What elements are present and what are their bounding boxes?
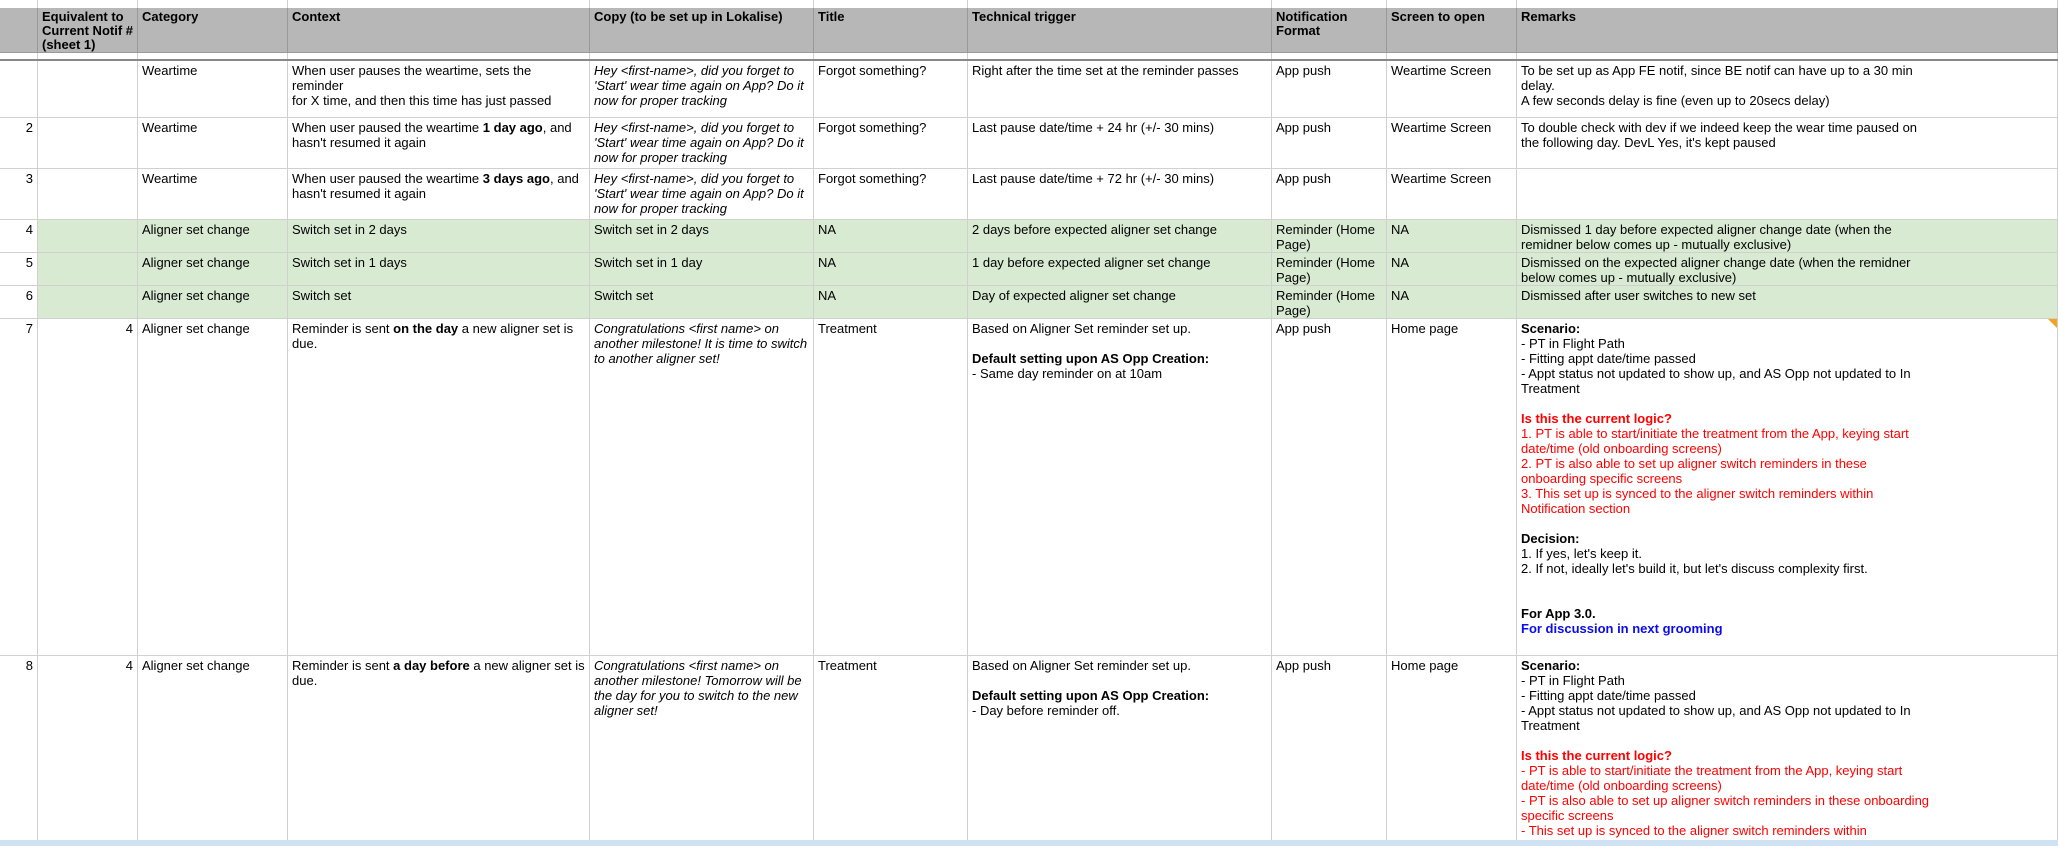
cell-remarks[interactable]: Dismissed after user switches to new set — [1517, 286, 2058, 319]
cell-text: Scenario: — [1521, 321, 1581, 336]
cell-text: 'Start' wear time again on App? Do it — [594, 186, 804, 201]
spacer-cell-context — [288, 53, 590, 59]
cell-copy[interactable]: Switch set — [590, 286, 814, 319]
cell-context[interactable]: Switch set in 2 days — [288, 220, 590, 253]
cell-context[interactable] — [288, 169, 590, 220]
cell-text: Page) — [1276, 237, 1311, 252]
cell-equiv[interactable]: 4 — [38, 319, 138, 656]
cell-text: now for proper tracking — [594, 93, 727, 108]
partial-cell-equiv — [38, 0, 138, 8]
cell-context[interactable] — [288, 118, 590, 169]
cell-text: specific screens — [1521, 808, 1614, 823]
cell-screen[interactable]: Home page — [1387, 319, 1517, 656]
cell-category[interactable]: Aligner set change — [138, 319, 288, 656]
row-number[interactable] — [0, 61, 38, 118]
cell-text: When user pauses the weartime, sets the reminder — [292, 63, 532, 93]
column-header-context[interactable]: Context — [288, 8, 590, 53]
cell-text: , and — [542, 120, 572, 135]
cell-format[interactable]: App push — [1272, 61, 1387, 118]
cell-text: - This set up is synced to the aligner switch reminders within — [1521, 823, 1867, 838]
column-header-category[interactable]: Category — [138, 8, 288, 53]
cell-text: 1. PT is able to start/initiate the treatment from the App, keying start — [1521, 426, 1909, 441]
row-number[interactable]: 7 — [0, 319, 38, 656]
cell-trigger[interactable] — [968, 656, 1272, 846]
cell-text: Treatment — [1521, 718, 1580, 733]
row-number[interactable]: 2 — [0, 118, 38, 169]
cell-equiv[interactable] — [38, 286, 138, 319]
spacer-cell-trigger — [968, 53, 1272, 59]
column-header-equiv[interactable]: Equivalent to Current Notif # (sheet 1) — [38, 8, 138, 53]
column-header-format[interactable]: Notification Format — [1272, 8, 1387, 53]
cell-category[interactable]: Aligner set change — [138, 286, 288, 319]
spacer-cell-equiv — [38, 53, 138, 59]
cell-text: 1. If yes, let's keep it. — [1521, 546, 1642, 561]
cell-text: - PT is also able to set up aligner switch reminders in these onboarding — [1521, 793, 1930, 808]
cell-text: To double check with dev if we indeed keep the wear time paused on — [1521, 120, 1918, 135]
cell-copy[interactable]: Switch set in 1 day — [590, 253, 814, 286]
cell-text: Reminder is sent — [292, 321, 394, 336]
cell-context[interactable] — [288, 656, 590, 846]
cell-trigger[interactable] — [968, 319, 1272, 656]
cell-copy[interactable] — [590, 118, 814, 169]
cell-remarks[interactable] — [1517, 319, 2058, 656]
cell-copy[interactable] — [590, 319, 814, 656]
cell-text: Is this the current logic? — [1521, 411, 1672, 426]
cell-format[interactable]: App push — [1272, 118, 1387, 169]
column-header-remarks[interactable]: Remarks — [1517, 8, 2058, 53]
partial-cell-title — [814, 0, 968, 8]
cell-text: the day for you to switch to the new — [594, 688, 798, 703]
cell-text: 1 day ago — [482, 120, 543, 135]
cell-text: Default setting upon AS Opp Creation: — [972, 351, 1210, 366]
frozen-row-divider — [0, 53, 2058, 61]
table-row — [0, 656, 2058, 846]
cell-text: Based on Aligner Set reminder set up. — [972, 321, 1191, 336]
partial-cell-copy — [590, 0, 814, 8]
cell-text: - Fitting appt date/time passed — [1521, 351, 1696, 366]
cell-text: hasn't resumed it again — [292, 186, 427, 201]
cell-screen[interactable]: NA — [1387, 253, 1517, 286]
cell-title[interactable]: Forgot something? — [814, 169, 968, 220]
partial-cell-category — [138, 0, 288, 8]
spacer-cell-format — [1272, 53, 1387, 59]
cell-copy[interactable] — [590, 61, 814, 118]
cell-copy[interactable]: Switch set in 2 days — [590, 220, 814, 253]
cell-text: a new aligner set is — [458, 321, 574, 336]
cell-text: When user paused the weartime — [292, 120, 483, 135]
cell-copy[interactable] — [590, 169, 814, 220]
spacer-cell-screen — [1387, 53, 1517, 59]
cell-text: 2. If not, ideally let's build it, but let's discuss complexity first. — [1521, 561, 1868, 576]
cell-trigger[interactable]: 2 days before expected aligner set change — [968, 220, 1272, 253]
cell-remarks[interactable] — [1517, 220, 2058, 253]
row-number[interactable]: 8 — [0, 656, 38, 846]
cell-text: , and — [549, 171, 579, 186]
cell-text: Treatment — [1521, 381, 1580, 396]
cell-text: below comes up - mutually exclusive) — [1521, 270, 1737, 285]
cell-text: - Fitting appt date/time passed — [1521, 688, 1696, 703]
row-number[interactable]: 5 — [0, 253, 38, 286]
cell-text: Is this the current logic? — [1521, 748, 1672, 763]
table-row — [0, 220, 2058, 253]
cell-text: Scenario: — [1521, 658, 1581, 673]
table-row — [0, 118, 2058, 169]
cell-text: a day before — [393, 658, 470, 673]
cell-text: For App 3.0. — [1521, 606, 1596, 621]
cell-format[interactable]: App push — [1272, 656, 1387, 846]
cell-screen[interactable]: NA — [1387, 220, 1517, 253]
cell-remarks[interactable] — [1517, 656, 2058, 846]
cell-text: onboarding specific screens — [1521, 471, 1683, 486]
cell-category[interactable]: Aligner set change — [138, 656, 288, 846]
cell-copy[interactable] — [590, 656, 814, 846]
cell-text: For discussion in next grooming — [1521, 621, 1723, 636]
top-partial-row — [0, 0, 2058, 8]
cell-text: To be set up as App FE notif, since BE notif can have up to a 30 min — [1521, 63, 1913, 78]
cell-text: Reminder (Home — [1276, 222, 1375, 237]
partial-cell-num — [0, 0, 38, 8]
cell-text: Default setting upon AS Opp Creation: — [972, 688, 1210, 703]
cell-text: - PT in Flight Path — [1521, 673, 1625, 688]
cell-text: Reminder (Home — [1276, 288, 1375, 303]
cell-text: Page) — [1276, 303, 1311, 318]
partial-cell-format — [1272, 0, 1387, 8]
cell-text: Congratulations <first name> on — [594, 321, 779, 336]
cell-screen[interactable]: Weartime Screen — [1387, 61, 1517, 118]
cell-remarks[interactable] — [1517, 118, 2058, 169]
cell-text: on the day — [393, 321, 459, 336]
cell-text: Reminder is sent — [292, 658, 394, 673]
cell-remarks[interactable] — [1517, 169, 2058, 220]
cell-text: - PT is able to start/initiate the treatment from the App, keying start — [1521, 763, 1903, 778]
cell-screen[interactable]: Weartime Screen — [1387, 169, 1517, 220]
cell-title[interactable]: NA — [814, 253, 968, 286]
cell-title[interactable]: Forgot something? — [814, 61, 968, 118]
cell-text: - Day before reminder off. — [972, 703, 1120, 718]
row-number[interactable]: 3 — [0, 169, 38, 220]
column-header-row — [0, 8, 2058, 53]
cell-text: Dismissed on the expected aligner change date (when the remidner — [1521, 255, 1911, 270]
partial-cell-trigger — [968, 0, 1272, 8]
cell-equiv[interactable] — [38, 169, 138, 220]
cell-text: - PT in Flight Path — [1521, 336, 1625, 351]
row-number[interactable]: 4 — [0, 220, 38, 253]
cell-format[interactable] — [1272, 220, 1387, 253]
cell-text: remidner below comes up - mutually exclusive) — [1521, 237, 1792, 252]
cell-text: date/time (old onboarding screens) — [1521, 441, 1722, 456]
cell-text: another milestone! It is time to switch — [594, 336, 808, 351]
cell-text: delay. — [1521, 78, 1555, 93]
cell-screen[interactable]: Weartime Screen — [1387, 118, 1517, 169]
cell-category[interactable]: Aligner set change — [138, 220, 288, 253]
cell-title[interactable]: NA — [814, 220, 968, 253]
cell-text: Based on Aligner Set reminder set up. — [972, 658, 1191, 673]
cell-format[interactable] — [1272, 253, 1387, 286]
cell-text: 2. PT is also able to set up aligner switch reminders in these — [1521, 456, 1867, 471]
cell-text: Reminder (Home — [1276, 255, 1375, 270]
column-header-trigger[interactable]: Technical trigger — [968, 8, 1272, 53]
cell-category[interactable]: Weartime — [138, 61, 288, 118]
corner-header-cell[interactable] — [0, 8, 38, 53]
cell-title[interactable]: NA — [814, 286, 968, 319]
cell-text: When user paused the weartime — [292, 171, 483, 186]
cell-text: Congratulations <first name> on — [594, 658, 779, 673]
horizontal-scrollbar[interactable] — [0, 840, 2058, 846]
cell-text: Dismissed 1 day before expected aligner change date (when the — [1521, 222, 1892, 237]
cell-screen[interactable]: Home page — [1387, 656, 1517, 846]
partial-cell-screen — [1387, 0, 1517, 8]
cell-text: hasn't resumed it again — [292, 135, 427, 150]
cell-text: Decision: — [1521, 531, 1580, 546]
cell-text: to another aligner set! — [594, 351, 720, 366]
cell-text: Page) — [1276, 270, 1311, 285]
cell-context[interactable]: Switch set — [288, 286, 590, 319]
row-number[interactable]: 6 — [0, 286, 38, 319]
cell-context[interactable]: Switch set in 1 days — [288, 253, 590, 286]
cell-text: a new aligner set is — [469, 658, 585, 673]
cell-text: - Appt status not updated to show up, and AS Opp not updated to In — [1521, 703, 1911, 718]
cell-equiv[interactable] — [38, 220, 138, 253]
column-header-copy[interactable]: Copy (to be set up in Lokalise) — [590, 8, 814, 53]
spacer-cell-num — [0, 53, 38, 59]
cell-text: Notification section — [1521, 501, 1631, 516]
note-indicator-icon — [2048, 319, 2057, 328]
cell-format[interactable]: App push — [1272, 169, 1387, 220]
cell-format[interactable]: App push — [1272, 319, 1387, 656]
cell-category[interactable]: Weartime — [138, 169, 288, 220]
cell-text: Hey <first-name>, did you forget to — [594, 171, 795, 186]
cell-text: 3. This set up is synced to the aligner switch reminders within — [1521, 486, 1874, 501]
cell-screen[interactable]: NA — [1387, 286, 1517, 319]
partial-cell-remarks — [1517, 0, 2058, 8]
table-row — [0, 319, 2058, 656]
cell-text: now for proper tracking — [594, 150, 727, 165]
cell-trigger[interactable]: 1 day before expected aligner set change — [968, 253, 1272, 286]
cell-text: Hey <first-name>, did you forget to — [594, 63, 795, 78]
cell-text: due. — [292, 673, 318, 688]
cell-text: the following day. DevL Yes, it's kept paused — [1521, 135, 1776, 150]
cell-equiv[interactable] — [38, 118, 138, 169]
cell-text: 'Start' wear time again on App? Do it — [594, 78, 804, 93]
spacer-cell-copy — [590, 53, 814, 59]
cell-text: now for proper tracking — [594, 201, 727, 216]
cell-text: due. — [292, 336, 318, 351]
cell-trigger[interactable]: Right after the time set at the reminder passes — [968, 61, 1272, 118]
cell-text: aligner set! — [594, 703, 658, 718]
cell-title[interactable]: Treatment — [814, 656, 968, 846]
cell-title[interactable]: Treatment — [814, 319, 968, 656]
table-body — [0, 61, 2058, 846]
spacer-cell-category — [138, 53, 288, 59]
cell-trigger[interactable]: Day of expected aligner set change — [968, 286, 1272, 319]
cell-text: date/time (old onboarding screens) — [1521, 778, 1722, 793]
cell-text: Hey <first-name>, did you forget to — [594, 120, 795, 135]
cell-trigger[interactable]: Last pause date/time + 24 hr (+/- 30 mins) — [968, 118, 1272, 169]
table-row — [0, 286, 2058, 319]
cell-category[interactable]: Weartime — [138, 118, 288, 169]
cell-text: - Same day reminder on at 10am — [972, 366, 1163, 381]
cell-trigger[interactable]: Last pause date/time + 72 hr (+/- 30 mins) — [968, 169, 1272, 220]
cell-category[interactable]: Aligner set change — [138, 253, 288, 286]
column-header-screen[interactable]: Screen to open — [1387, 8, 1517, 53]
cell-equiv[interactable] — [38, 253, 138, 286]
cell-text: for X time, and then this time has just passed — [292, 93, 552, 108]
spacer-cell-title — [814, 53, 968, 59]
cell-context[interactable] — [288, 61, 590, 118]
cell-format[interactable] — [1272, 286, 1387, 319]
table-row — [0, 253, 2058, 286]
table-row — [0, 169, 2058, 220]
cell-context[interactable] — [288, 319, 590, 656]
cell-text: - Appt status not updated to show up, and AS Opp not updated to In — [1521, 366, 1911, 381]
cell-equiv[interactable] — [38, 61, 138, 118]
cell-remarks[interactable] — [1517, 61, 2058, 118]
column-header-title[interactable]: Title — [814, 8, 968, 53]
cell-title[interactable]: Forgot something? — [814, 118, 968, 169]
cell-text: 'Start' wear time again on App? Do it — [594, 135, 804, 150]
cell-remarks[interactable] — [1517, 253, 2058, 286]
cell-equiv[interactable]: 4 — [38, 656, 138, 846]
spacer-cell-remarks — [1517, 53, 2058, 59]
cell-text: 3 days ago — [482, 171, 550, 186]
cell-text: another milestone! Tomorrow will be — [594, 673, 802, 688]
partial-cell-context — [288, 0, 590, 8]
table-row — [0, 61, 2058, 118]
cell-text: A few seconds delay is fine (even up to 20secs delay) — [1521, 93, 1830, 108]
